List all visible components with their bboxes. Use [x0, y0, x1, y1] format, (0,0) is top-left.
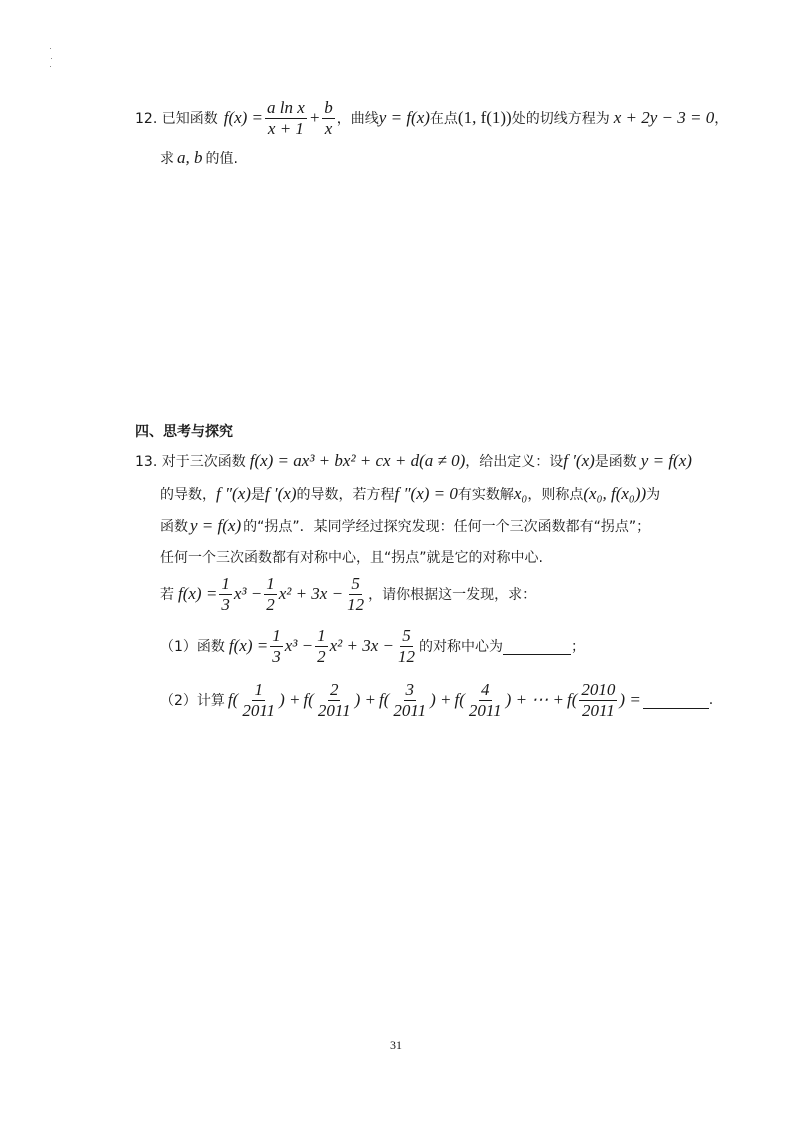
- fraction-4-over-2011: $\frac{4}{2011}$: [468, 679, 502, 720]
- problem-12-line-2: 求 a, b 的值.: [160, 148, 238, 167]
- problem-13-part-2: （2）计算 f( $\frac{1}{2011}$ ) + f( $\frac{2}{2011}$ ) + f( $\frac{3}{2011}$ ) + f( $\frac{4}{2011}$ ) + ⋯ + f( $\frac{2010}{2011}$ ) = .: [160, 679, 714, 720]
- fraction-five-twelfths: $\frac{5}{12}$: [347, 573, 365, 614]
- fraction-one-third: $\frac{1}{3}$: [221, 573, 230, 614]
- problem-13-line-4: 任何一个三次函数都有对称中心，且“拐点”就是它的对称中心.: [160, 550, 543, 566]
- problem-13-line-2: 的导数， f ″(x) 是 f ′(x) 的导数，若方程 f ″(x) = 0 有实数解 x₀ ，则称点 (x₀, f(x₀)) 为: [160, 484, 661, 503]
- fraction-b-over-x: $\frac{b}{x}$: [324, 97, 333, 138]
- problem-12-line-1: 12. 已知函数 f(x) = $\frac{\text{a ln x}}{x + 1}$ + $\frac{b}{x}$ ，曲线 y = f(x) 在点 (1, f(1)) 处的切线方程为 x + 2y − 3 = 0 ，: [135, 97, 729, 138]
- fraction-1-over-2011: $\frac{1}{2011}$: [242, 679, 276, 720]
- problem-13-line-3: 函数 y = f(x) 的“拐点”．某同学经过探究发现：任何一个三次函数都有“拐点”；: [160, 516, 651, 535]
- fraction-one-half: $\frac{1}{2}$: [266, 573, 275, 614]
- scan-speck: [50, 66, 51, 67]
- problem-12-prefix: 12. 已知函数: [135, 111, 218, 127]
- section-heading: 四、思考与探究: [135, 424, 233, 440]
- page-number: 31: [390, 1038, 402, 1052]
- fraction-2-over-2011: $\frac{2}{2011}$: [317, 679, 351, 720]
- answer-blank-2[interactable]: [643, 692, 709, 709]
- answer-blank-1[interactable]: [503, 638, 571, 655]
- fraction-alnx-over-x-plus-1: $\frac{\text{a ln x}}{x + 1}$: [267, 97, 305, 138]
- scan-speck: [50, 48, 51, 49]
- fraction-one-third: $\frac{1}{3}$: [272, 625, 281, 666]
- fraction-3-over-2011: $\frac{3}{2011}$: [393, 679, 427, 720]
- fraction-2010-over-2011: $\frac{2010}{2011}$: [581, 679, 616, 720]
- scan-speck: [51, 58, 52, 59]
- problem-13-line-1: 13. 对于三次函数 f(x) = ax³ + bx² + cx + d(a ≠ 0) ，给出定义：设 f ′(x) 是函数 y = f(x): [135, 451, 692, 470]
- fraction-one-half: $\frac{1}{2}$: [317, 625, 326, 666]
- problem-13-part-1: （1）函数 f(x) = $\frac{1}{3}$ x³ − $\frac{1}{2}$ x² + 3x − $\frac{5}{12}$ 的对称中心为 ；: [160, 625, 585, 666]
- fraction-five-twelfths: $\frac{5}{12}$: [398, 625, 415, 666]
- problem-13-line-5: 若 f(x) = $\frac{1}{3}$ x³ − $\frac{1}{2}$ x² + 3x − $\frac{5}{12}$ ，请你根据这一发现，求：: [160, 573, 537, 614]
- function-f: f(x) =: [223, 108, 264, 127]
